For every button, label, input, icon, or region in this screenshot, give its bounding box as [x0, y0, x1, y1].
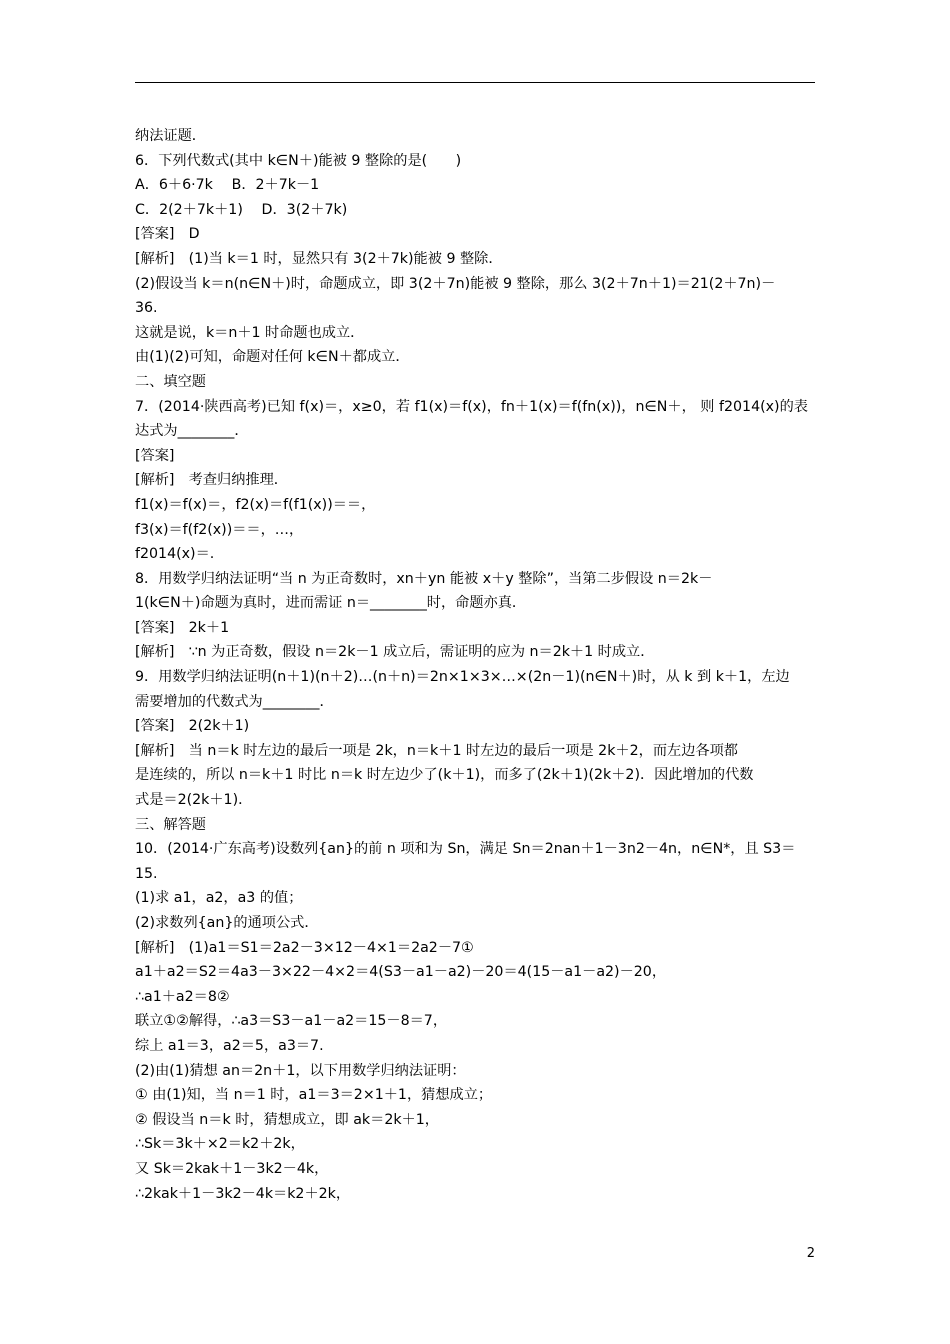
text-line: 由(1)(2)可知，命题对任何 k∈N＋都成立． — [135, 349, 410, 366]
text-line: (2)假设当 k＝n(n∈N＋)时，命题成立，即 3(2＋7n)能被 9 整除，那么 3(2＋7n＋1)＝21(2＋7n)－ — [135, 275, 776, 292]
text-line: [解析] 当 n＝k 时左边的最后一项是 2k，n＝k＋1 时左边的最后一项是 2k＋2，而左边各项都 — [135, 742, 738, 759]
text-line: 7．(2014·陕西高考)已知 f(x)＝，x≥0，若 f1(x)＝f(x)，fn＋1(x)＝f(fn(x))，n∈N＋， 则 f2014(x)的表 — [135, 398, 808, 415]
text-line: A．6＋6·7k B．2＋7k－1 — [135, 177, 320, 194]
text-line: f1(x)＝f(x)＝，f2(x)＝f(f1(x))＝＝， — [135, 496, 376, 513]
text-line: [答案] — [135, 447, 175, 464]
text-line: [解析] (1)a1＝S1＝2a2－3×12－4×1＝2a2－7① — [135, 939, 474, 956]
document-body — [135, 124, 815, 1206]
text-line: ∴a1＋a2＝8② — [135, 988, 230, 1005]
text-line: 综上 a1＝3，a2＝5，a3＝7. — [135, 1037, 324, 1054]
text-line: 达式为________． — [135, 423, 249, 440]
text-line: [解析] ∵n 为正奇数，假设 n＝2k－1 成立后，需证明的应为 n＝2k＋1 时成立． — [135, 644, 655, 661]
text-line: ① 由(1)知，当 n＝1 时，a1＝3＝2×1＋1，猜想成立； — [135, 1087, 493, 1104]
header-rule — [135, 82, 815, 83]
text-line: ∴2kak＋1－3k2－4k＝k2＋2k， — [135, 1185, 351, 1202]
text-line: [答案] D — [135, 226, 200, 243]
text-line: ∴Sk＝3k＋×2＝k2＋2k， — [135, 1136, 305, 1153]
text-line: [解析] (1)当 k＝1 时，显然只有 3(2＋7k)能被 9 整除． — [135, 250, 503, 267]
text-line: [答案] 2(2k＋1) — [135, 718, 250, 735]
text-line: (2)求数列{an}的通项公式． — [135, 915, 319, 931]
text-line: 是连续的，所以 n＝k＋1 时比 n＝k 时左边少了(k＋1)，而多了(2k＋1)(2k＋2)．因此增加的代数 — [135, 767, 754, 784]
text-line: 需要增加的代数式为________． — [135, 693, 334, 710]
text-line: 8．用数学归纳法证明“当 n 为正奇数时，xn＋yn 能被 x＋y 整除”，当第二步假设 n＝2k－ — [135, 570, 713, 587]
text-line: 这就是说，k＝n＋1 时命题也成立． — [135, 324, 365, 341]
text-line: 式是＝2(2k＋1)． — [135, 792, 253, 809]
text-line: (1)求 a1，a2，a3 的值； — [135, 890, 303, 907]
text-line: 36. — [135, 300, 158, 317]
text-line: 9．用数学归纳法证明(n＋1)(n＋2)…(n＋n)＝2n×1×3×…×(2n－1)(n∈N＋)时，从 k 到 k＋1，左边 — [135, 669, 790, 686]
text-line: ② 假设当 n＝k 时，猜想成立，即 ak＝2k＋1， — [135, 1111, 439, 1128]
text-line: [答案] 2k＋1 — [135, 619, 230, 636]
text-line: 二、填空题 — [135, 373, 206, 390]
page-number: 2 — [806, 1246, 815, 1261]
text-line: 又 Sk＝2kak＋1－3k2－4k， — [135, 1160, 329, 1177]
text-line: 15. — [135, 865, 158, 882]
text-line: 10．(2014·广东高考)设数列{an}的前 n 项和为 Sn，满足 Sn＝2nan＋1－3n2－4n，n∈N*，且 S3＝ — [135, 841, 796, 858]
text-line: 三、解答题 — [135, 816, 206, 833]
text-line: a1＋a2＝S2＝4a3－3×22－4×2＝4(S3－a1－a2)－20＝4(15－a1－a2)－20， — [135, 964, 667, 981]
text-line: 6．下列代数式(其中 k∈N＋)能被 9 整除的是( ) — [135, 152, 462, 169]
text-line: (2)由(1)猜想 an＝2n＋1，以下用数学归纳法证明： — [135, 1062, 466, 1079]
text-line: 联立①②解得，∴a3＝S3－a1－a2＝15－8＝7， — [135, 1013, 448, 1030]
text-line: f3(x)＝f(f2(x))＝＝，…， — [135, 521, 304, 538]
text-line: 1(k∈N＋)命题为真时，进而需证 n＝________时，命题亦真． — [135, 595, 527, 612]
text-line: [解析] 考查归纳推理． — [135, 472, 288, 489]
text-line: C．2(2＋7k＋1) D．3(2＋7k) — [135, 201, 348, 218]
text-line: f2014(x)＝. — [135, 546, 215, 563]
text-line: 纳法证题． — [135, 128, 206, 144]
